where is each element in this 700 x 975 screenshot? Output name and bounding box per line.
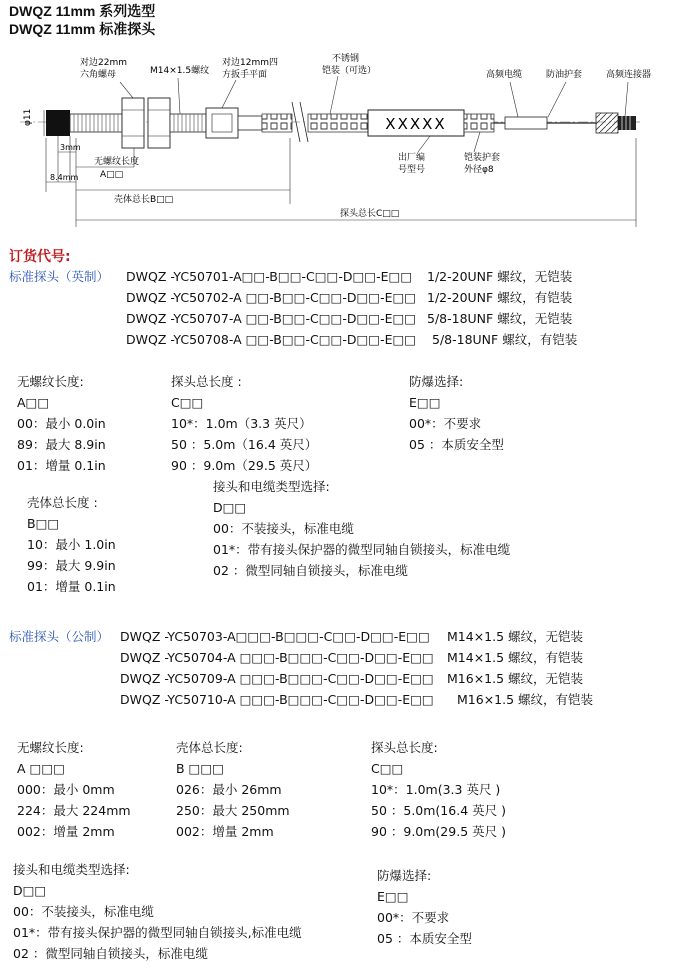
probe-diagram xyxy=(0,42,700,232)
imperial-code-1: DWQZ -YC50701-A□□-B□□-C□□-D□□-E□□ xyxy=(126,269,413,284)
met-c-code: C□□ xyxy=(371,761,404,776)
svg-text:铠装（可选）: 铠装（可选） xyxy=(322,66,377,76)
imp-a-line: 00：最小 0.0in xyxy=(17,416,106,431)
imp-b-code: B□□ xyxy=(27,516,60,531)
svg-text:探头总长C□□: 探头总长C□□ xyxy=(340,209,400,219)
imp-a-code: A□□ xyxy=(17,395,50,410)
imp-e-line: 05 ：本质安全型 xyxy=(409,437,504,452)
met-b-line: 250：最大 250mm xyxy=(176,803,290,818)
thread-label: M14×1.5螺纹 xyxy=(150,66,210,76)
met-d-line: 01*：带有接头保护器的微型同轴自锁接头,标准电缆 xyxy=(13,925,302,940)
metric-code-4: DWQZ -YC50710-A □□□-B□□□-C□□-D□□-E□□ xyxy=(120,692,434,707)
svg-text:壳体总长B□□: 壳体总长B□□ xyxy=(114,195,174,205)
svg-text:方扳手平面: 方扳手平面 xyxy=(222,70,268,80)
armor-1 xyxy=(262,114,292,132)
met-c-title: 探头总长度: xyxy=(371,740,438,755)
svg-text:φ11: φ11 xyxy=(23,108,33,126)
svg-text:外径φ8: 外径φ8 xyxy=(464,165,494,175)
oil-guard-label: 防油护套 xyxy=(546,70,583,80)
met-b-line: 002：增量 2mm xyxy=(176,824,274,839)
met-e-title: 防爆选择: xyxy=(377,868,432,883)
imp-b-line: 01：增量 0.1in xyxy=(27,579,116,594)
hex-nut-2 xyxy=(148,98,170,148)
imp-c-line: 50 ：5.0m（16.4 英尺） xyxy=(171,437,318,452)
order-heading: 订货代号: xyxy=(9,249,71,265)
metric-code-2: DWQZ -YC50704-A □□□-B□□□-C□□-D□□-E□□ xyxy=(120,650,434,665)
imperial-spec-3: 5/8-18UNF 螺纹，无铠装 xyxy=(427,311,573,326)
svg-text:六角螺母: 六角螺母 xyxy=(80,70,117,80)
imp-e-title: 防爆选择: xyxy=(409,374,464,389)
imp-d-line: 01*：带有接头保护器的微型同轴自锁接头，标准电缆 xyxy=(213,542,511,557)
imp-b-line: 10：最小 1.0in xyxy=(27,537,116,552)
metric-spec-1: M14×1.5 螺纹，无铠装 xyxy=(447,629,584,644)
imp-d-code: D□□ xyxy=(213,500,247,515)
imperial-code-4: DWQZ -YC50708-A □□-B□□-C□□-D□□-E□□ xyxy=(126,332,417,347)
met-c-line: 10*：1.0m(3.3 英尺 ) xyxy=(371,782,501,797)
svg-text:对边22mm: 对边22mm xyxy=(80,58,127,68)
imp-c-line: 90 ：9.0m（29.5 英尺） xyxy=(171,458,318,473)
oil-guard xyxy=(505,117,547,129)
svg-text:铠装护套: 铠装护套 xyxy=(464,153,501,163)
imp-c-code: C□□ xyxy=(171,395,204,410)
serial-marking: XXXXX xyxy=(385,115,447,133)
wrench-flat xyxy=(206,108,238,138)
met-a-line: 000：最小 0mm xyxy=(17,782,115,797)
metric-label: 标准探头（公制） xyxy=(9,629,110,644)
imp-a-line: 89：最大 8.9in xyxy=(17,437,106,452)
met-a-line: 224：最大 224mm xyxy=(17,803,131,818)
met-b-code: B □□□ xyxy=(176,761,224,776)
sensor-tip xyxy=(46,110,70,136)
svg-text:无螺纹长度: 无螺纹长度 xyxy=(94,157,140,167)
svg-text:8.4mm: 8.4mm xyxy=(50,173,79,182)
met-e-code: E□□ xyxy=(377,889,409,904)
met-a-line: 002：增量 2mm xyxy=(17,824,115,839)
imp-c-line: 10*：1.0m（3.3 英尺） xyxy=(171,416,312,431)
imperial-code-3: DWQZ -YC50707-A □□-B□□-C□□-D□□-E□□ xyxy=(126,311,417,326)
imp-b-line: 99：最大 9.9in xyxy=(27,558,116,573)
met-b-title: 壳体总长度: xyxy=(176,740,243,755)
svg-text:对边12mm四: 对边12mm四 xyxy=(222,58,278,68)
probe-title: DWQZ 11mm 标准探头 xyxy=(9,21,156,37)
hex-nut-1 xyxy=(122,98,144,148)
imp-b-title: 壳体总长度 : xyxy=(27,495,98,510)
imperial-code-2: DWQZ -YC50702-A □□-B□□-C□□-D□□-E□□ xyxy=(126,290,417,305)
imperial-label: 标准探头（英制） xyxy=(9,269,110,284)
met-d-line: 00：不装接头，标准电缆 xyxy=(13,904,154,919)
metric-spec-4: M16×1.5 螺纹，有铠装 xyxy=(457,692,594,707)
metric-spec-2: M14×1.5 螺纹，有铠装 xyxy=(447,650,584,665)
svg-text:出厂编: 出厂编 xyxy=(398,153,426,163)
metric-spec-3: M16×1.5 螺纹，无铠装 xyxy=(447,671,584,686)
svg-text:号型号: 号型号 xyxy=(398,165,426,175)
armor-2 xyxy=(308,114,368,132)
met-c-line: 90 ：9.0m(29.5 英尺 ) xyxy=(371,824,506,839)
metric-code-1: DWQZ -YC50703-A□□□-B□□□-C□□-D□□-E□□ xyxy=(120,629,430,644)
imp-e-code: E□□ xyxy=(409,395,441,410)
met-d-line: 02 ：微型同轴自锁接头，标准电缆 xyxy=(13,946,208,961)
imp-d-line: 02 ：微型同轴自锁接头，标准电缆 xyxy=(213,563,408,578)
connector xyxy=(596,113,618,133)
met-c-line: 50 ：5.0m(16.4 英尺 ) xyxy=(371,803,506,818)
imp-e-line: 00*：不要求 xyxy=(409,416,482,431)
series-title: DWQZ 11mm 系列选型 xyxy=(9,3,156,19)
met-e-line: 05 ：本质安全型 xyxy=(377,931,472,946)
metric-code-3: DWQZ -YC50709-A □□□-B□□□-C□□-D□□-E□□ xyxy=(120,671,434,686)
imperial-spec-2: 1/2-20UNF 螺纹，有铠装 xyxy=(427,290,573,305)
met-b-line: 026：最小 26mm xyxy=(176,782,282,797)
met-d-code: D□□ xyxy=(13,883,47,898)
met-e-line: 00*：不要求 xyxy=(377,910,450,925)
imperial-spec-1: 1/2-20UNF 螺纹，无铠装 xyxy=(427,269,573,284)
imp-c-title: 探头总长度 : xyxy=(171,374,242,389)
imp-d-line: 00：不装接头，标准电缆 xyxy=(213,521,354,536)
imp-d-title: 接头和电缆类型选择: xyxy=(213,479,330,494)
cable-label: 高频电缆 xyxy=(486,70,523,80)
imperial-spec-4: 5/8-18UNF 螺纹，有铠装 xyxy=(432,332,578,347)
svg-text:不锈钢: 不锈钢 xyxy=(332,54,360,64)
met-d-title: 接头和电缆类型选择: xyxy=(13,862,130,877)
svg-text:3mm: 3mm xyxy=(60,143,81,152)
imp-a-title: 无螺纹长度: xyxy=(17,374,84,389)
svg-text:A□□: A□□ xyxy=(100,170,124,180)
connector-label: 高频连接器 xyxy=(606,70,652,80)
met-a-title: 无螺纹长度: xyxy=(17,740,84,755)
met-a-code: A □□□ xyxy=(17,761,65,776)
imp-a-line: 01：增量 0.1in xyxy=(17,458,106,473)
